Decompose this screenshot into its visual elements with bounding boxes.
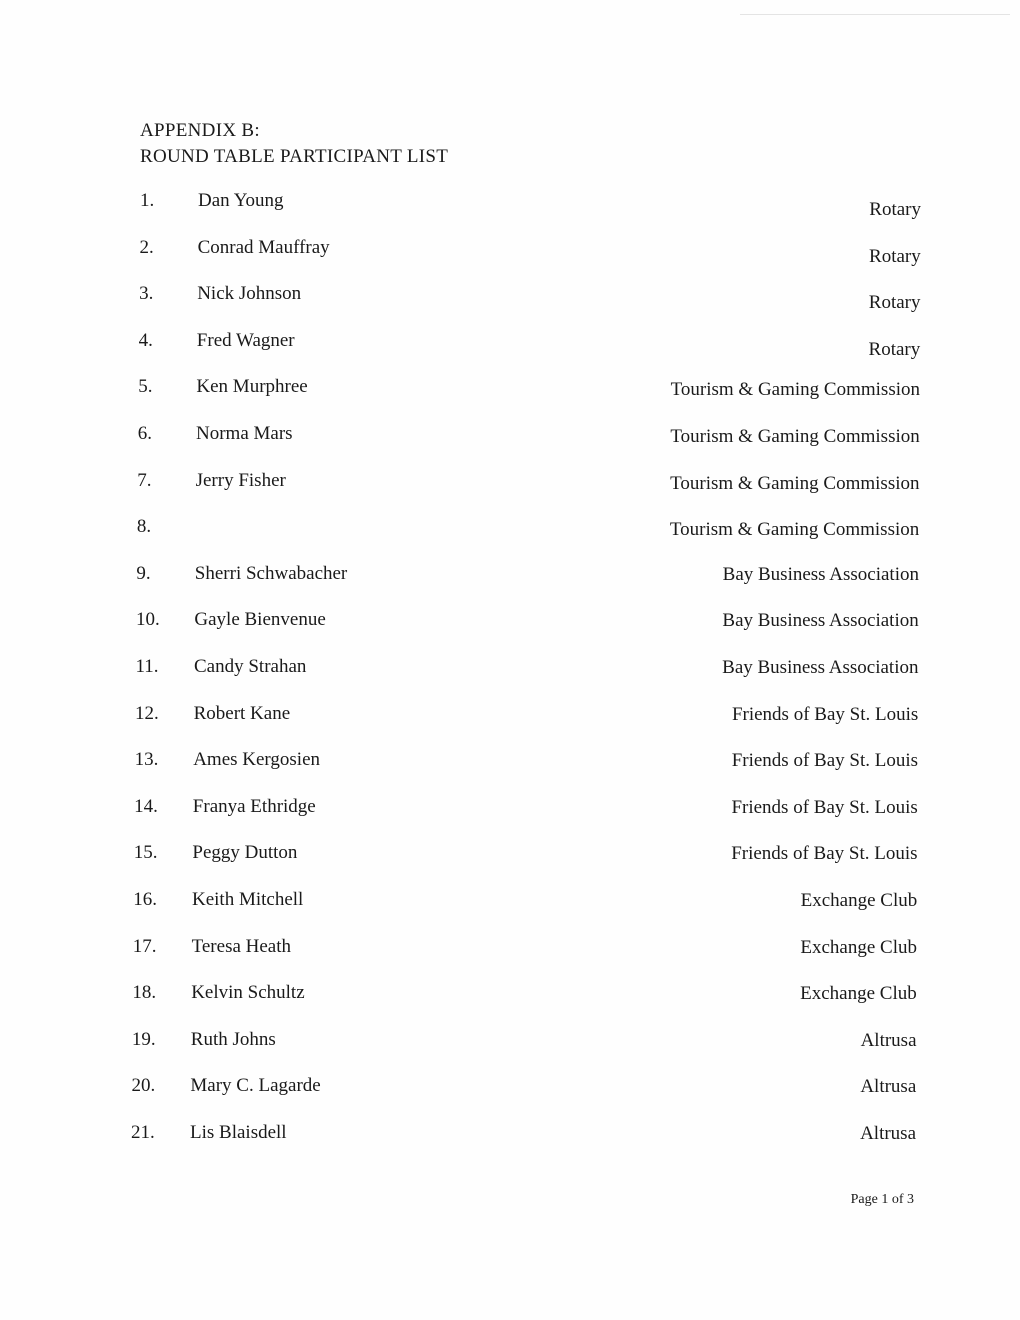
participant-name: Conrad Mauffray [197, 236, 330, 258]
participant-organization: Altrusa [860, 1076, 917, 1098]
item-number: 18. [132, 982, 157, 1004]
participant-organization: Tourism & Gaming Commission [669, 519, 920, 541]
item-number: 5. [138, 376, 153, 398]
participant-name: Fred Wagner [196, 329, 295, 351]
participant-organization: Bay Business Association [722, 563, 919, 585]
participant-organization: Friends of Bay St. Louis [731, 703, 919, 725]
participant-name: Keith Mitchell [192, 889, 304, 910]
participant-name: Ken Murphree [196, 376, 308, 398]
item-number: 2. [139, 236, 154, 258]
participant-name: Norma Mars [196, 423, 293, 444]
participant-organization: Tourism & Gaming Commission [670, 426, 920, 447]
item-number: 1. [140, 190, 155, 211]
item-number: 19. [131, 1028, 156, 1050]
item-number: 12. [135, 702, 159, 724]
participant-organization: Exchange Club [800, 936, 917, 958]
participant-name: Dan Young [198, 190, 284, 211]
item-number: 8. [136, 516, 152, 538]
participant-organization: Rotary [868, 292, 921, 314]
participant-name: Franya Ethridge [192, 795, 316, 817]
item-number: 21. [131, 1122, 155, 1143]
item-number: 14. [134, 795, 158, 817]
participant-name: Peggy Dutton [192, 842, 298, 864]
participant-name: Robert Kane [193, 702, 291, 724]
participant-name: Lis Blaisdell [190, 1122, 287, 1143]
item-number: 10. [135, 609, 160, 631]
participant-organization: Tourism & Gaming Commission [670, 472, 920, 494]
participant-organization: Friends of Bay St. Louis [731, 796, 918, 818]
participant-name: Candy Strahan [194, 656, 307, 677]
item-number: 16. [133, 889, 157, 910]
item-number: 17. [132, 935, 157, 957]
participant-name: Mary C. Lagarde [190, 1075, 321, 1097]
participant-organization: Rotary [869, 245, 921, 267]
item-number: 6. [137, 423, 152, 444]
participant-organization: Exchange Club [800, 890, 918, 911]
participant-name: Ames Kergosien [193, 749, 321, 771]
item-number: 4. [138, 329, 153, 351]
participant-name: Teresa Heath [191, 935, 292, 957]
participant-organization: Bay Business Association [722, 610, 919, 632]
page-number: Page 1 of 3 [850, 1192, 914, 1207]
item-number: 15. [133, 842, 158, 864]
participant-name: Ruth Johns [190, 1028, 276, 1050]
participant-organization: Rotary [868, 338, 921, 360]
participant-organization: Bay Business Association [722, 657, 919, 678]
item-number: 13. [134, 749, 159, 771]
participant-organization: Friends of Bay St. Louis [731, 750, 918, 772]
item-number: 9. [136, 562, 151, 584]
participant-organization: Altrusa [860, 1123, 916, 1144]
participant-name: Gayle Bienvenue [194, 609, 326, 631]
participant-name: Jerry Fisher [195, 469, 286, 491]
participant-name: Nick Johnson [197, 283, 302, 305]
participant-organization: Friends of Bay St. Louis [731, 843, 918, 865]
participant-organization: Exchange Club [800, 983, 917, 1005]
item-number: 3. [139, 283, 154, 305]
participant-organization: Tourism & Gaming Commission [670, 379, 920, 401]
item-number: 7. [137, 469, 152, 491]
participant-organization: Altrusa [860, 1029, 917, 1051]
heading-line-2: ROUND TABLE PARTICIPANT LIST [140, 146, 449, 167]
participant-name: Kelvin Schultz [191, 982, 305, 1004]
heading-line-1: APPENDIX B: [140, 120, 260, 141]
item-number: 20. [131, 1075, 156, 1097]
item-number: 11. [135, 656, 159, 677]
participant-organization: Rotary [869, 199, 921, 220]
participant-name: Sherri Schwabacher [194, 562, 348, 584]
